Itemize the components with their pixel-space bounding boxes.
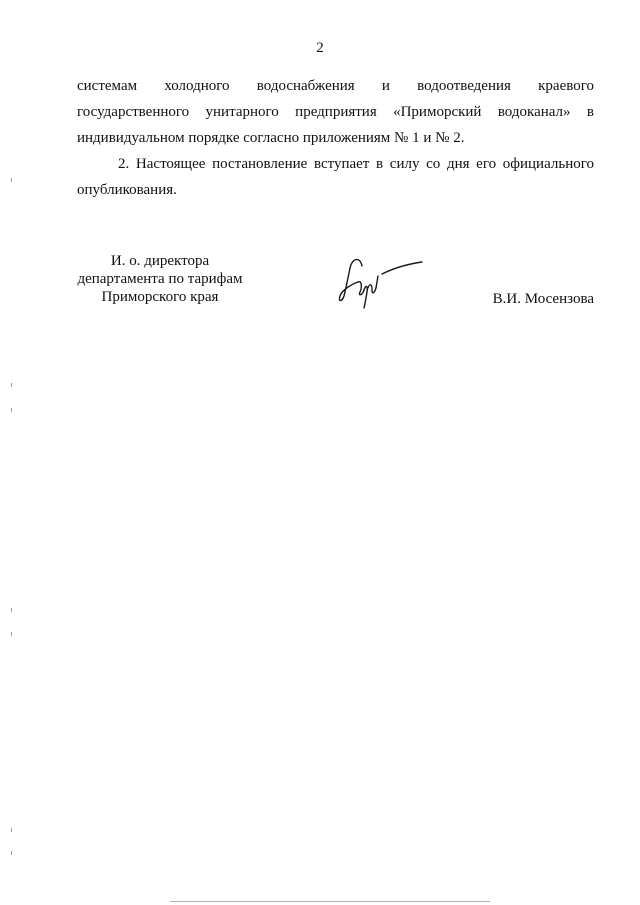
paragraph2-line-2: опубликования. xyxy=(77,182,177,198)
scan-margin-mark xyxy=(11,383,12,387)
signatory-title-line-2: департамента по тарифам xyxy=(77,271,243,287)
handwritten-signature xyxy=(332,252,427,310)
scan-margin-mark xyxy=(11,608,12,612)
scan-margin-mark xyxy=(11,828,12,832)
scan-margin-mark xyxy=(11,408,12,412)
scan-margin-mark xyxy=(11,178,12,182)
paragraph1-line-3: индивидуальном порядке согласно приложениям № 1 и № 2. xyxy=(77,130,465,146)
scan-margin-mark xyxy=(11,851,12,855)
signatory-title xyxy=(75,252,245,306)
signatory-title-line-3: Приморского края xyxy=(101,289,219,305)
paragraph1-line-2: государственного унитарного предприятия «Приморский водоканал» в xyxy=(77,104,594,120)
scan-bottom-edge xyxy=(170,901,490,902)
signatory-title-line-1: И. о. директора xyxy=(110,253,210,269)
page-number: 2 xyxy=(316,40,324,56)
body-text xyxy=(77,73,594,203)
paragraph1-line-1: системам холодного водоснабжения и водоотведения краевого xyxy=(77,78,594,94)
signer-name: В.И. Мосензова xyxy=(492,291,594,307)
scan-margin-mark xyxy=(11,632,12,636)
paragraph2-line-1: 2. Настоящее постановление вступает в силу со дня его официального xyxy=(118,156,594,172)
